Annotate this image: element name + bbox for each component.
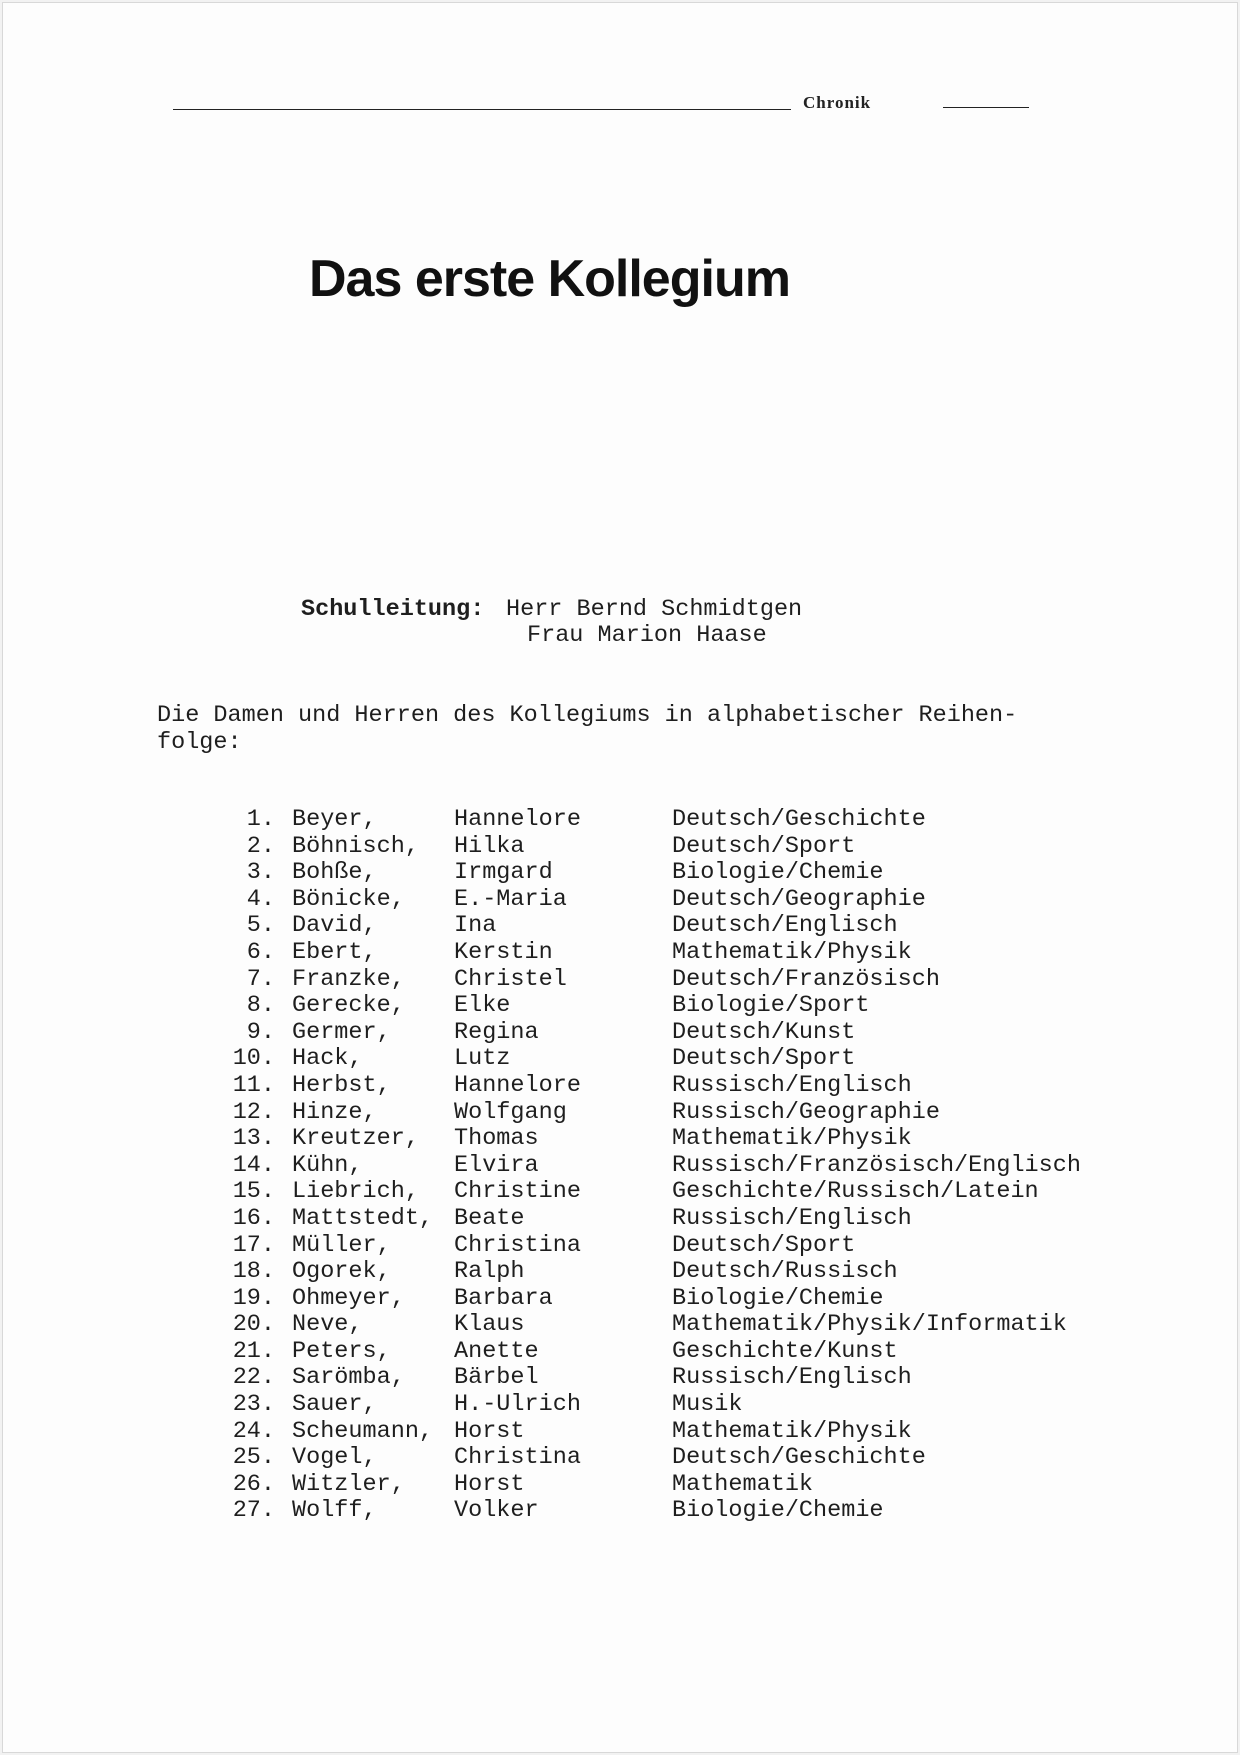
staff-last-name: Bohße, bbox=[292, 859, 377, 887]
staff-number: 27. bbox=[232, 1497, 275, 1525]
staff-first-name: Christel bbox=[454, 965, 567, 993]
staff-last-name: Bönicke, bbox=[292, 885, 405, 913]
staff-last-name: Ohmeyer, bbox=[292, 1284, 405, 1312]
staff-last-name: Liebrich, bbox=[292, 1178, 419, 1206]
staff-last-name: Beyer, bbox=[292, 806, 377, 833]
staff-first-name: Christine bbox=[454, 1178, 581, 1206]
staff-number: 7. bbox=[246, 965, 275, 993]
staff-last-name: Neve, bbox=[292, 1311, 363, 1339]
staff-last-name: Müller, bbox=[292, 1231, 391, 1259]
staff-number: 15. bbox=[232, 1178, 275, 1206]
staff-number: 10. bbox=[232, 1045, 275, 1073]
staff-subjects: Geschichte/Russisch/Latein bbox=[672, 1178, 1039, 1206]
staff-number: 2. bbox=[246, 832, 275, 860]
staff-last-name: Scheumann, bbox=[292, 1417, 434, 1445]
staff-number: 17. bbox=[232, 1231, 275, 1259]
staff-subjects: Deutsch/Kunst bbox=[672, 1018, 856, 1046]
header-section-title: Chronik bbox=[803, 93, 872, 112]
staff-subjects: Mathematik/Physik bbox=[672, 938, 912, 966]
staff-number: 6. bbox=[246, 938, 275, 966]
staff-first-name: Volker bbox=[454, 1497, 539, 1525]
staff-subjects: Deutsch/Russisch bbox=[672, 1258, 898, 1286]
staff-number: 12. bbox=[232, 1098, 275, 1126]
staff-subjects: Geschichte/Kunst bbox=[672, 1337, 898, 1365]
staff-number: 14. bbox=[232, 1151, 275, 1179]
staff-number: 8. bbox=[246, 992, 275, 1020]
staff-subjects: Deutsch/Geschichte bbox=[672, 1444, 926, 1472]
staff-last-name: David, bbox=[292, 912, 377, 940]
staff-first-name: Christina bbox=[454, 1231, 581, 1259]
staff-first-name: Hannelore bbox=[454, 806, 581, 833]
leitung-name-2: Frau Marion Haase bbox=[527, 622, 767, 649]
staff-subjects: Deutsch/Sport bbox=[672, 1231, 856, 1259]
staff-last-name: Vogel, bbox=[292, 1444, 377, 1472]
staff-subjects: Mathematik/Physik/Informatik bbox=[672, 1311, 1067, 1339]
staff-last-name: Wolff, bbox=[292, 1497, 377, 1525]
staff-number: 24. bbox=[232, 1417, 275, 1445]
staff-number: 19. bbox=[232, 1284, 275, 1312]
staff-subjects: Mathematik/Physik bbox=[672, 1125, 912, 1153]
staff-subjects: Deutsch/Sport bbox=[672, 832, 856, 860]
staff-first-name: H.-Ulrich bbox=[454, 1391, 581, 1419]
staff-last-name: Franzke, bbox=[292, 965, 405, 993]
staff-subjects: Deutsch/Sport bbox=[672, 1045, 856, 1073]
staff-subjects: Russisch/Englisch bbox=[672, 1204, 912, 1232]
staff-subjects: Biologie/Sport bbox=[672, 992, 870, 1020]
staff-first-name: Beate bbox=[454, 1204, 525, 1232]
staff-number: 5. bbox=[246, 912, 275, 940]
staff-last-name: Sauer, bbox=[292, 1391, 377, 1419]
staff-subjects: Musik bbox=[672, 1391, 743, 1419]
staff-number: 13. bbox=[232, 1125, 275, 1153]
staff-number: 1. bbox=[246, 806, 275, 833]
staff-number: 25. bbox=[232, 1444, 275, 1472]
staff-number: 21. bbox=[232, 1337, 275, 1365]
staff-subjects: Biologie/Chemie bbox=[672, 1284, 884, 1312]
staff-first-name: Hilka bbox=[454, 832, 525, 860]
staff-first-name: E.-Maria bbox=[454, 885, 567, 913]
staff-subjects: Russisch/Geographie bbox=[672, 1098, 940, 1126]
staff-first-name: Irmgard bbox=[454, 859, 553, 887]
staff-subjects: Deutsch/Englisch bbox=[672, 912, 898, 940]
staff-last-name: Germer, bbox=[292, 1018, 391, 1046]
staff-number: 9. bbox=[246, 1018, 275, 1046]
staff-subjects: Deutsch/Geschichte bbox=[672, 806, 926, 833]
staff-first-name: Christina bbox=[454, 1444, 581, 1472]
staff-last-name: Sarömba, bbox=[292, 1364, 405, 1392]
staff-last-name: Hinze, bbox=[292, 1098, 377, 1126]
staff-number: 16. bbox=[232, 1204, 275, 1232]
staff-first-name: Elvira bbox=[454, 1151, 539, 1179]
staff-last-name: Ebert, bbox=[292, 938, 377, 966]
page-title: Das erste Kollegium bbox=[309, 250, 790, 308]
staff-first-name: Kerstin bbox=[454, 938, 553, 966]
staff-first-name: Regina bbox=[454, 1018, 539, 1046]
staff-subjects: Russisch/Englisch bbox=[672, 1364, 912, 1392]
staff-number: 11. bbox=[232, 1071, 275, 1099]
staff-first-name: Barbara bbox=[454, 1284, 553, 1312]
leitung-name-1: Herr Bernd Schmidtgen bbox=[506, 596, 803, 623]
staff-subjects: Russisch/Französisch/Englisch bbox=[672, 1151, 1081, 1179]
staff-first-name: Bärbel bbox=[454, 1364, 539, 1392]
document-page bbox=[2, 2, 1238, 1753]
staff-number: 23. bbox=[232, 1391, 275, 1419]
staff-last-name: Böhnisch, bbox=[292, 832, 419, 860]
staff-first-name: Lutz bbox=[454, 1045, 511, 1073]
staff-subjects: Mathematik bbox=[672, 1470, 814, 1498]
staff-last-name: Kühn, bbox=[292, 1151, 363, 1179]
staff-last-name: Ogorek, bbox=[292, 1258, 391, 1286]
staff-last-name: Witzler, bbox=[292, 1470, 405, 1498]
staff-last-name: Herbst, bbox=[292, 1071, 391, 1099]
staff-first-name: Thomas bbox=[454, 1125, 539, 1153]
staff-subjects: Deutsch/Französisch bbox=[672, 965, 940, 993]
staff-subjects: Russisch/Englisch bbox=[672, 1071, 912, 1099]
staff-last-name: Peters, bbox=[292, 1337, 391, 1365]
staff-first-name: Horst bbox=[454, 1470, 525, 1498]
staff-number: 18. bbox=[232, 1258, 275, 1286]
staff-last-name: Kreutzer, bbox=[292, 1125, 419, 1153]
staff-subjects: Biologie/Chemie bbox=[672, 859, 884, 887]
staff-number: 22. bbox=[232, 1364, 275, 1392]
staff-first-name: Elke bbox=[454, 992, 511, 1020]
staff-subjects: Biologie/Chemie bbox=[672, 1497, 884, 1525]
staff-last-name: Mattstedt, bbox=[292, 1204, 434, 1232]
staff-first-name: Anette bbox=[454, 1337, 539, 1365]
staff-last-name: Gerecke, bbox=[292, 992, 405, 1020]
intro-paragraph: Die Damen und Herren des Kollegiums in alphabetischer Reihen- folge: bbox=[157, 702, 1018, 756]
staff-first-name: Horst bbox=[454, 1417, 525, 1445]
leitung-label: Schulleitung: bbox=[301, 596, 485, 623]
staff-first-name: Klaus bbox=[454, 1311, 525, 1339]
staff-last-name: Hack, bbox=[292, 1045, 363, 1073]
staff-number: 3. bbox=[246, 859, 275, 887]
staff-subjects: Mathematik/Physik bbox=[672, 1417, 912, 1445]
staff-first-name: Ina bbox=[454, 912, 497, 940]
staff-number: 26. bbox=[232, 1470, 275, 1498]
staff-first-name: Wolfgang bbox=[454, 1098, 567, 1126]
staff-number: 20. bbox=[232, 1311, 275, 1339]
staff-first-name: Hannelore bbox=[454, 1071, 581, 1099]
staff-number: 4. bbox=[246, 885, 275, 913]
staff-subjects: Deutsch/Geographie bbox=[672, 885, 926, 913]
header-rule-left bbox=[173, 109, 791, 110]
staff-first-name: Ralph bbox=[454, 1258, 525, 1286]
header-rule-right bbox=[943, 107, 1029, 108]
